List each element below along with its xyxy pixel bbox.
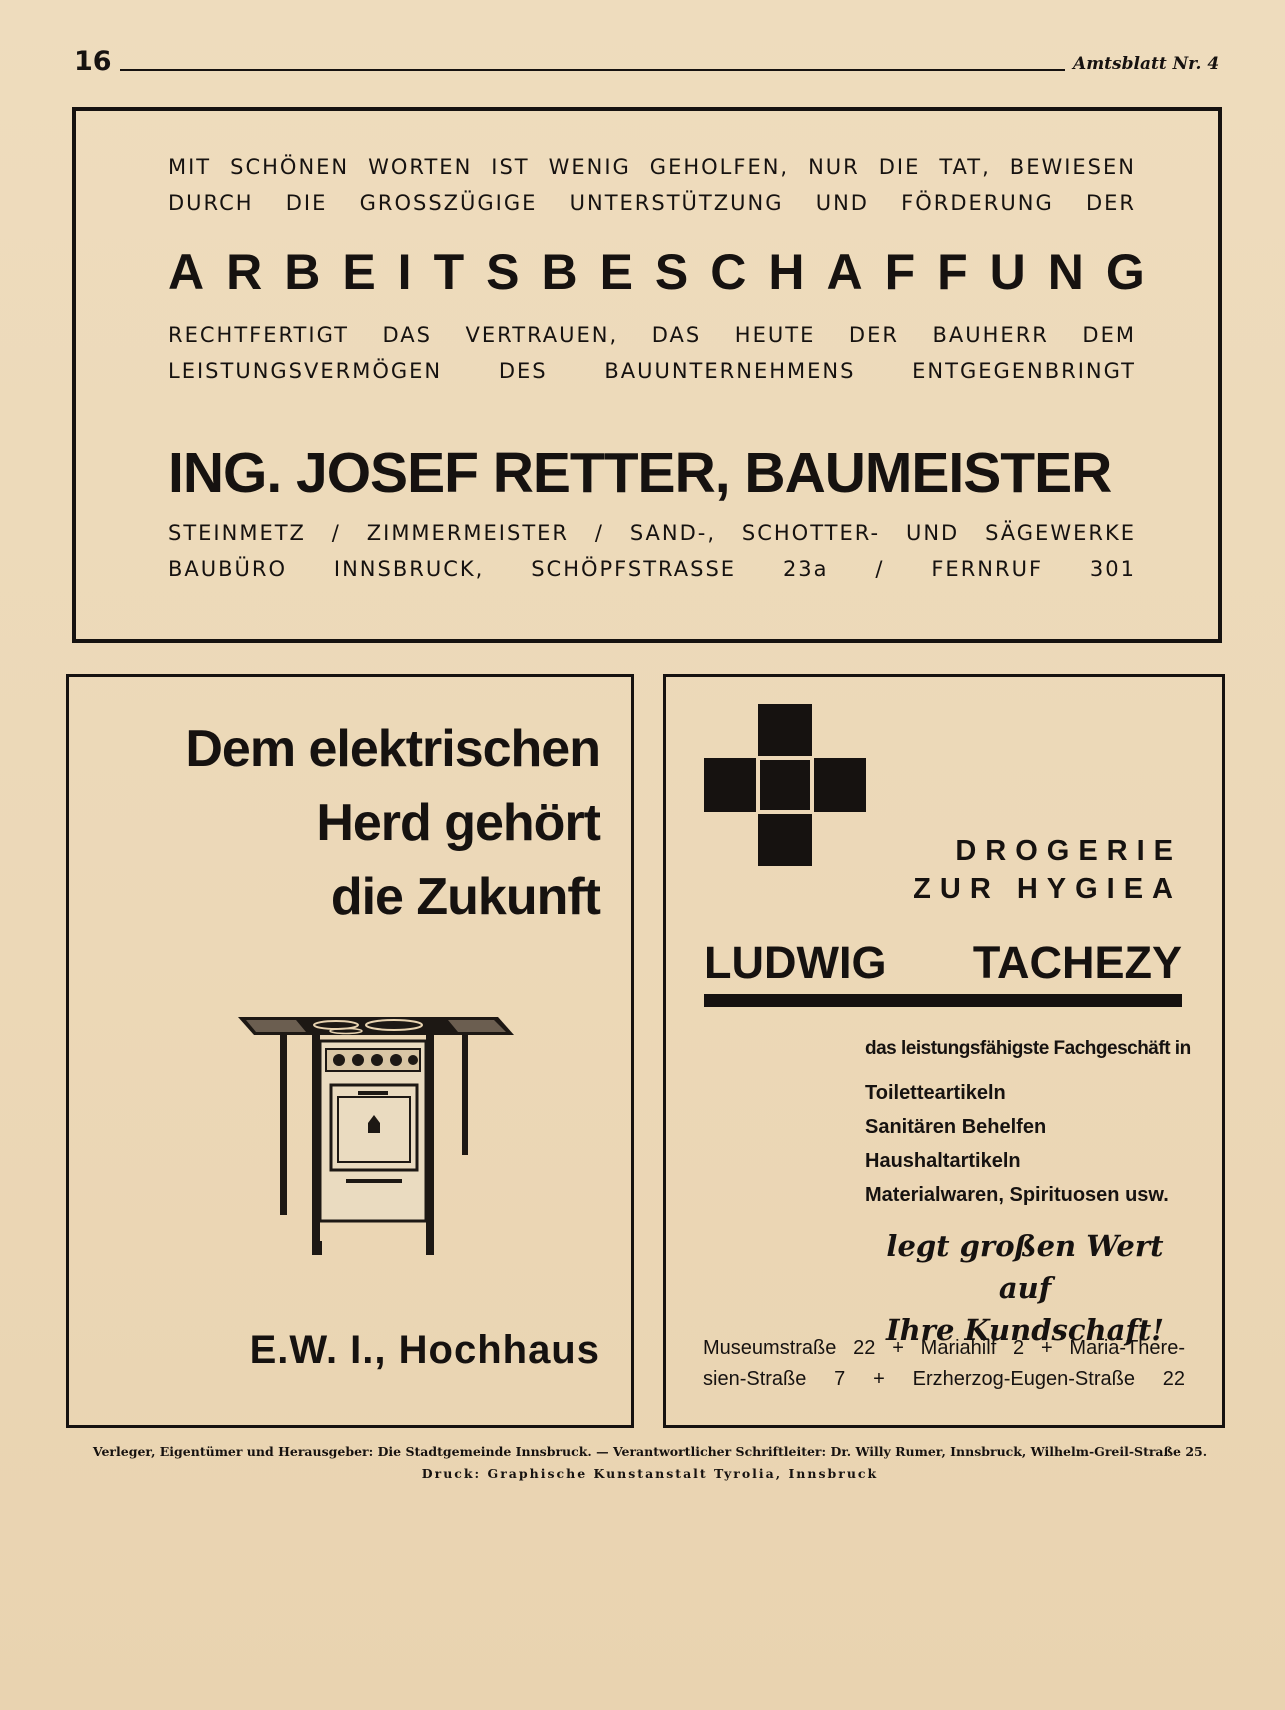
ad-ewi-headline-line-3: die Zukunft [330,868,600,926]
footer-printer: Druck: Graphische Kunstanstalt Tyrolia, Innsbruck [421,1466,879,1481]
list-item: Haushaltartikeln [865,1150,1021,1172]
ad-drogerie-intro: das leistungsfähigste Fachgeschäft in [865,1038,1191,1059]
page-number: 16 [74,46,112,77]
address-line: Museumstraße 22 + Mariahilf 2 + Maria-There- [703,1337,1185,1359]
list-item: Toiletteartikeln [865,1082,1006,1104]
ad-retter-middle-line-1: RECHTFERTIGT DAS VERTRAUEN, DAS HEUTE DER BAUHERR DEM [168,323,1136,347]
ad-drogerie-items [865,1076,1169,1212]
ad-drogerie-name [862,832,1182,908]
ad-drogerie-name-line-1: DROGERIE [955,835,1182,867]
footer-publisher: Verleger, Eigentümer und Herausgeber: Die Stadtgemeinde Innsbruck. — Verantwortlicher Schriftleiter: Dr. Willy Rumer, Innsbruck, Wilhelm-Greil-Straße 25. [92,1444,1208,1459]
ad-drogerie-slogan-line-2: Ihre Kundschaft! [886,1313,1164,1347]
ad-drogerie-addresses [703,1333,1185,1395]
ad-drogerie-name-line-2: ZUR HYGIEA [913,873,1182,905]
ad-retter-intro-line-1: MIT SCHÖNEN WORTEN IST WENIG GEHOLFEN, NUR DIE TAT, BEWIESEN [168,155,1136,179]
list-item: Materialwaren, Spirituosen usw. [865,1184,1169,1206]
ad-retter-trades: STEINMETZ / ZIMMERMEISTER / SAND-, SCHOTTER- UND SÄGEWERKE [168,521,1136,545]
ad-retter-company: ING. JOSEF RETTER, BAUMEISTER [168,441,1112,505]
ad-ewi-headline [80,712,600,934]
ad-retter-keyword: ARBEITSBESCHAFFUNG [168,244,1167,300]
ad-ewi-company: E.W. I., Hochhaus [249,1328,600,1372]
ad-retter-middle-line-2: LEISTUNGSVERMÖGEN DES BAUUNTERNEHMENS ENTGEGENBRINGT [168,359,1136,383]
owner-underline-bar [704,994,1182,1007]
ad-drogerie-owner: LUDWIG TACHEZY [704,937,1182,988]
ad-retter-intro-line-2: DURCH DIE GROSSZÜGIGE UNTERSTÜTZUNG UND FÖRDERUNG DER [168,191,1136,215]
header-rule [120,69,1065,71]
list-item: Sanitären Behelfen [865,1116,1047,1138]
address-line: sien-Straße 7 + Erzherzog-Eugen-Straße 22 [703,1368,1185,1390]
ad-ewi-headline-line-1: Dem elektrischen [185,720,600,778]
cross-icon [704,704,866,866]
electric-stove-illustration [236,1005,516,1255]
ad-ewi-headline-line-2: Herd gehört [316,794,600,852]
journal-title: Amtsblatt Nr. 4 [1073,54,1220,74]
ad-retter-office: BAUBÜRO INNSBRUCK, SCHÖPFSTRASSE 23a / FERNRUF 301 [168,557,1136,581]
ad-drogerie-slogan-line-1: legt großen Wert auf [886,1229,1164,1305]
